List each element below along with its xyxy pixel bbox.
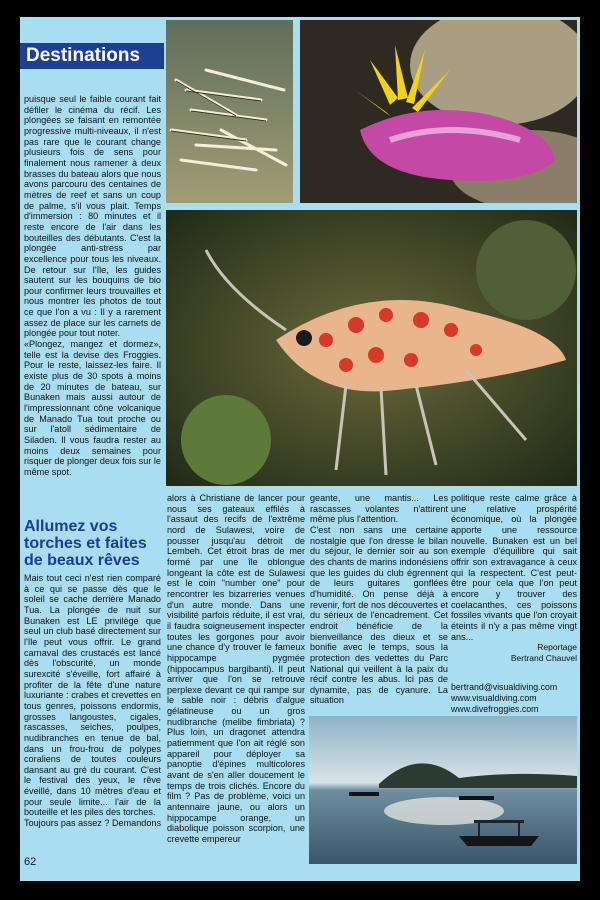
photo-spotted-shrimp (166, 210, 577, 486)
column-4-text (451, 493, 577, 715)
page-number: 62 (24, 856, 37, 868)
section-heading: Allumez vos torches et faites de beaux rêves (24, 518, 147, 569)
email-link[interactable]: bertrand@visualdiving.com (451, 681, 558, 692)
column-2-text (167, 493, 305, 845)
photo-striped-catfish-school (166, 20, 293, 203)
paragraph: C'est non sans une certaine nostalgie que l'on dresse le bilan du séjour, le dernier soir au son des chants de marins indonésiens que les guides du club égrennent de leurs guitares gonflées d'humidité. On pense déjà à revenir, fort de nos découvertes et du sérieux de l'encadrement. Cet endroit bénéficie de la bienveillance des dieux et se bonifie avec le temps, sous la protection des vedettes du Parc National qui veillent à la paix du récif contre les abus. Ici pas de dynamite, pas de cyanure. La situation (310, 524, 448, 706)
paragraph: «Plongez, mangez et dormez», telle est la devise des Froggies. Pour le reste, laissez-les faire. Il existe plus de 30 spots à moins de 20 minutes de bateau, sur Bunaken mais aussi autour de l'impressionnant cône volcanique de Manado Tua tout proche ou sur l'atoll sédimentaire de Siladen. Il vous faudra rester au moins deux semaines pour risquer de plonger deux fois sur le même spot. (24, 339, 161, 477)
column-1-bottom-text (24, 573, 161, 829)
contact-links (451, 682, 577, 715)
paragraph: politique reste calme grâce à une relative prospérité économique, où la plongée apporte une ressource nouvelle. Bunaken est un bel exemple d'équilibre qui sait offrir son extravagance à ceux qui la respectent. C'est peut-être pour cela que l'on peut encore y trouver des coelacanthes, ces poissons fossiles vivants que l'on croyait éteints il n'y a pas même vingt ans... (451, 493, 577, 642)
credit-label: Reportage (537, 642, 577, 653)
website-link[interactable]: www.visualdiving.com (451, 692, 537, 703)
paragraph: puisque seul le faible courant fait défiler le cinéma du récif. Les plongées se faisant en remontée progressive multi-niveaux, il n'est pas rare que le courant change plusieurs fois de sens pour finalement nous ramener à deux brasses du bateau alors que nous avons parcouru des centaines de mètres de reef et sans un coup de palme, s'il vous plait. Temps d'immersion : 80 minutes et il reste encore de l'air dans les bouteilles des débutants. C'est la plongée anti-stress par excellence pour tous les niveaux. De retour sur l'île, les guides sautent sur les bouquins de bio pour confirmer leurs trouvailles et nous montrer les photos de tout ce que l'on a vu : Il y a rarement assez de place sur les carnets de plongée pour tout noter. (24, 94, 162, 339)
column-1-text (24, 94, 161, 478)
photo-bay-boats-sunset (309, 716, 577, 864)
column-3-text (310, 493, 448, 706)
website-link[interactable]: www.divefroggies.com (451, 703, 539, 714)
credit-name: Bertrand Chauvel (510, 652, 577, 663)
paragraph: Mais tout ceci n'est rien comparé à ce qui se passe dès que le soleil se cache derrière Manado Tua. La plongée de nuit sur Bunaken est LE privilège que seul un club basé directement sur l'île peut vous offrir. Le grand carnaval des crustacés est lancé dès l'obscurité, un monde surexcité s'éveille, fort affairé à profiter de la fête d'une nature luxuriante : crabes et crevettes en tous genres, poissons endormis, grosses langoustes, cigales, rascasses, seiches, poulpes, nudibranches en tenue de bal, dans un frou-frou de polypes coraliens de toutes couleurs dansant au gré du courant. C'est le festival des yeux, le rêve éveillé, dans 10 mètres d'eau et pour seule limite... l'air de la bouteille et les piles des torches. (24, 573, 161, 818)
paragraph: alors à Christiane de lancer pour nous ses gateaux effilés à l'assaut des recifs de l'extrême nord de Sulawesi, voire de pousser jusqu'au détroit de Lembeh. Cet étroit bras de mer formé par une île oblongue longeant la côte est de Sulawesi est le coin "number one" pour rencontrer les bizarreries venues d'un autre monde. Dans une visibilité parfois réduite, il est vrai, il faudra soigneusement inspecter toutes les gorgones pour avoir une chance d'y trouver le fameux hippocampe pygmée (hippocampus bargibanti). Il peut arriver que l'on se retrouve perplexe devant ce qui rampe sur le sable noir : débris d'algue gélatineuse ou un gros nudibranche (melibe fimbriata) ? Plus loin, un dragonet attendra patiemment que l'on ait réglé son appareil pour déployer sa panoptie d'épines multicolores avant de s'en aller doucement le temps de trois clichés. Encore du film ? Pas de problème, voici un antennaire jaune, ou alors un hippocampe orange, un diabolique poisson scorpion, une crevette empereur (167, 493, 305, 844)
photo-nudibranch (300, 20, 577, 203)
section-tag: Destinations (20, 43, 164, 69)
paragraph: Toujours pas assez ? Demandons (24, 818, 161, 829)
paragraph: geante, une mantis... Les rascasses volantes n'attirent même plus l'attention. (310, 493, 448, 525)
